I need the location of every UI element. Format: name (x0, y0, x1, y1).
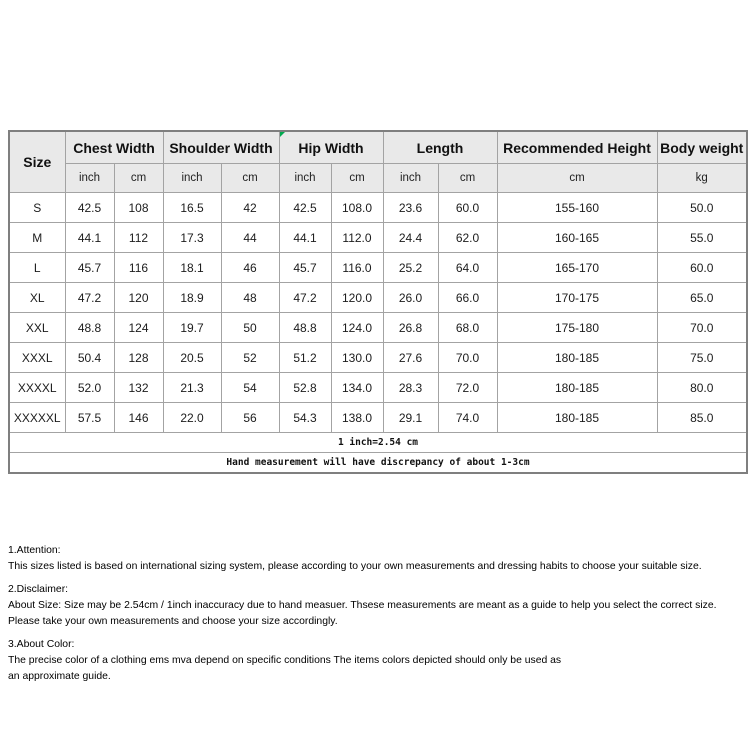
value-cell: 19.7 (163, 313, 221, 343)
value-cell: 16.5 (163, 193, 221, 223)
value-cell: 44.1 (279, 223, 331, 253)
value-cell: 44 (221, 223, 279, 253)
value-cell: 170-175 (497, 283, 657, 313)
value-cell: 42.5 (65, 193, 114, 223)
size-cell: XXXL (9, 343, 65, 373)
value-cell: 138.0 (331, 403, 383, 433)
unit-chest-cm: cm (114, 164, 163, 193)
value-cell: 29.1 (383, 403, 438, 433)
value-cell: 62.0 (438, 223, 497, 253)
header-row-main (9, 131, 747, 164)
size-cell: XXXXXL (9, 403, 65, 433)
value-cell: 27.6 (383, 343, 438, 373)
cell-error-flag-icon (280, 132, 285, 137)
notes-block (8, 543, 750, 692)
value-cell: 108 (114, 193, 163, 223)
value-cell: 48.8 (65, 313, 114, 343)
size-cell: M (9, 223, 65, 253)
column-header-chest-width: Chest Width (65, 131, 163, 164)
value-cell: 26.0 (383, 283, 438, 313)
value-cell: 120 (114, 283, 163, 313)
table-row (9, 313, 747, 343)
value-cell: 72.0 (438, 373, 497, 403)
value-cell: 80.0 (657, 373, 747, 403)
table-header (9, 131, 747, 193)
value-cell: 160-165 (497, 223, 657, 253)
size-cell: XL (9, 283, 65, 313)
value-cell: 24.4 (383, 223, 438, 253)
value-cell: 112.0 (331, 223, 383, 253)
value-cell: 146 (114, 403, 163, 433)
value-cell: 56 (221, 403, 279, 433)
value-cell: 75.0 (657, 343, 747, 373)
footnote-row (9, 453, 747, 474)
table-row (9, 373, 747, 403)
value-cell: 50.0 (657, 193, 747, 223)
unit-hip-inch: inch (279, 164, 331, 193)
size-cell: XXXXL (9, 373, 65, 403)
unit-length-cm: cm (438, 164, 497, 193)
value-cell: 120.0 (331, 283, 383, 313)
attention-section (8, 543, 750, 575)
value-cell: 25.2 (383, 253, 438, 283)
column-header-length: Length (383, 131, 497, 164)
column-header-body-weight: Body weight (657, 131, 747, 164)
about-color-section (8, 637, 750, 685)
value-cell: 45.7 (279, 253, 331, 283)
size-cell: S (9, 193, 65, 223)
footnote-hand-measurement: Hand measurement will have discrepancy of about 1-3cm (9, 453, 747, 474)
value-cell: 66.0 (438, 283, 497, 313)
value-cell: 48.8 (279, 313, 331, 343)
about-color-line-1: The precise color of a clothing ems mva depend on specific conditions The items colors depicted should only be used as (8, 655, 562, 666)
value-cell: 21.3 (163, 373, 221, 403)
disclaimer-line-2: Please take your own measurements and choose your size accordingly. (8, 616, 338, 627)
column-header-size: Size (9, 131, 65, 193)
size-cell: XXL (9, 313, 65, 343)
value-cell: 65.0 (657, 283, 747, 313)
table-row (9, 343, 747, 373)
value-cell: 175-180 (497, 313, 657, 343)
attention-title: 1.Attention: (8, 545, 61, 556)
value-cell: 50.4 (65, 343, 114, 373)
value-cell: 70.0 (657, 313, 747, 343)
value-cell: 124.0 (331, 313, 383, 343)
value-cell: 124 (114, 313, 163, 343)
unit-hip-cm: cm (331, 164, 383, 193)
column-header-hip-width (279, 131, 383, 164)
value-cell: 42.5 (279, 193, 331, 223)
value-cell: 42 (221, 193, 279, 223)
unit-shoulder-inch: inch (163, 164, 221, 193)
column-header-recommended-height: Recommended Height (497, 131, 657, 164)
value-cell: 180-185 (497, 373, 657, 403)
about-color-line-2: an approximate guide. (8, 671, 111, 682)
disclaimer-title: 2.Disclaimer: (8, 584, 69, 595)
table-body (9, 193, 747, 433)
footnote-inch-conversion: 1 inch=2.54 cm (9, 433, 747, 453)
attention-line-1: This sizes listed is based on international sizing system, please according to your own measurements and dressing habits to choose your suitable size. (8, 561, 702, 572)
value-cell: 155-160 (497, 193, 657, 223)
header-row-units (9, 164, 747, 193)
value-cell: 26.8 (383, 313, 438, 343)
value-cell: 116.0 (331, 253, 383, 283)
value-cell: 180-185 (497, 343, 657, 373)
value-cell: 70.0 (438, 343, 497, 373)
value-cell: 47.2 (65, 283, 114, 313)
value-cell: 46 (221, 253, 279, 283)
value-cell: 130.0 (331, 343, 383, 373)
value-cell: 52 (221, 343, 279, 373)
value-cell: 54.3 (279, 403, 331, 433)
table-row (9, 193, 747, 223)
value-cell: 68.0 (438, 313, 497, 343)
value-cell: 134.0 (331, 373, 383, 403)
value-cell: 57.5 (65, 403, 114, 433)
footnote-row (9, 433, 747, 453)
value-cell: 50 (221, 313, 279, 343)
value-cell: 60.0 (657, 253, 747, 283)
table-row (9, 253, 747, 283)
value-cell: 18.1 (163, 253, 221, 283)
unit-chest-inch: inch (65, 164, 114, 193)
value-cell: 55.0 (657, 223, 747, 253)
value-cell: 128 (114, 343, 163, 373)
value-cell: 60.0 (438, 193, 497, 223)
size-chart-table (8, 130, 748, 474)
value-cell: 22.0 (163, 403, 221, 433)
value-cell: 85.0 (657, 403, 747, 433)
value-cell: 108.0 (331, 193, 383, 223)
value-cell: 18.9 (163, 283, 221, 313)
value-cell: 28.3 (383, 373, 438, 403)
about-color-title: 3.About Color: (8, 639, 75, 650)
value-cell: 23.6 (383, 193, 438, 223)
value-cell: 132 (114, 373, 163, 403)
hip-width-label: Hip Width (298, 139, 364, 156)
value-cell: 116 (114, 253, 163, 283)
unit-weight-kg: kg (657, 164, 747, 193)
value-cell: 180-185 (497, 403, 657, 433)
value-cell: 45.7 (65, 253, 114, 283)
unit-shoulder-cm: cm (221, 164, 279, 193)
table-footer (9, 433, 747, 474)
value-cell: 165-170 (497, 253, 657, 283)
disclaimer-section (8, 582, 750, 630)
column-header-shoulder-width: Shoulder Width (163, 131, 279, 164)
size-cell: L (9, 253, 65, 283)
table-row (9, 223, 747, 253)
value-cell: 64.0 (438, 253, 497, 283)
value-cell: 44.1 (65, 223, 114, 253)
value-cell: 51.2 (279, 343, 331, 373)
unit-height-cm: cm (497, 164, 657, 193)
value-cell: 52.0 (65, 373, 114, 403)
disclaimer-line-1: About Size: Size may be 2.54cm / 1inch inaccuracy due to hand measuer. Thsese measurements are meant as a guide to help you select the correct size. (8, 600, 717, 611)
table-row (9, 403, 747, 433)
value-cell: 52.8 (279, 373, 331, 403)
unit-length-inch: inch (383, 164, 438, 193)
value-cell: 54 (221, 373, 279, 403)
table-row (9, 283, 747, 313)
value-cell: 20.5 (163, 343, 221, 373)
value-cell: 47.2 (279, 283, 331, 313)
value-cell: 112 (114, 223, 163, 253)
value-cell: 17.3 (163, 223, 221, 253)
value-cell: 74.0 (438, 403, 497, 433)
value-cell: 48 (221, 283, 279, 313)
